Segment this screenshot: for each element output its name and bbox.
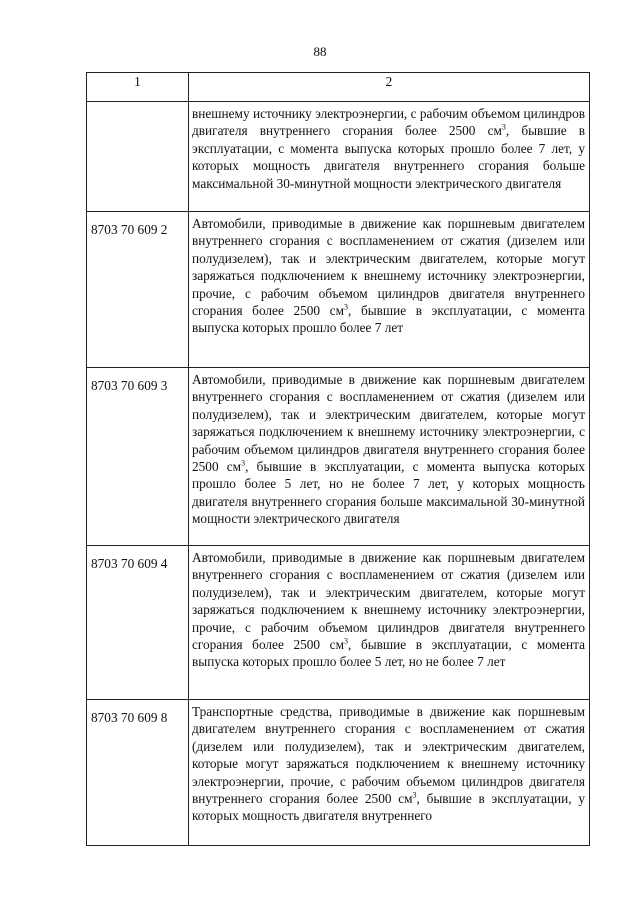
row-code: 8703 70 609 3 [87,368,189,546]
page-number: 88 [313,44,327,59]
table-row [87,546,590,700]
table-row [87,368,590,546]
table-row [87,102,590,212]
row-description: Автомобили, приводимые в движение как поршневым двигателем внутреннего сгорания с воспламенением от сжатия (дизелем или полудизелем), так и электрическим двигателем, которые могут заряжаться подключением к внешнему источнику электроэнергии, прочие, с рабочим объемом цилиндров двигателя внутреннего сгорания более 2500 $см^3$, бывшие в эксплуатации, с момента выпуска которых прошло более 5 лет, но не более 7 лет [189,546,590,700]
table-header-row [87,73,590,102]
row-description: Автомобили, приводимые в движение как поршневым двигателем внутреннего сгорания с воспламенением от сжатия (дизелем или полудизелем), так и электрическим двигателем, которые могут заряжаться подключением к внешнему источнику электроэнергии, прочие, с рабочим объемом цилиндров двигателя внутреннего сгорания более 2500 $см^3$, бывшие в эксплуатации, с момента выпуска которых прошло более 7 лет [189,212,590,368]
row-code [87,102,189,212]
row-description: внешнему источнику электроэнергии, с рабочим объемом цилиндров двигателя внутреннего сгорания более 2500 $см^3$, бывшие в эксплуатации, с момента выпуска которых прошло более 7 лет, у которых мощность двигателя внутреннего сгорания больше максимальной 30-минутной мощности электрического двигателя [189,102,590,212]
column-header-2: 2 [189,73,590,102]
row-code: 8703 70 609 4 [87,546,189,700]
row-code: 8703 70 609 2 [87,212,189,368]
row-description: Автомобили, приводимые в движение как поршневым двигателем внутреннего сгорания с воспламенением от сжатия (дизелем или полудизелем), так и электрическим двигателем, которые могут заряжаться подключением к внешнему источнику электроэнергии, с рабочим объемом цилиндров двигателя внутреннего сгорания более 2500 $см^3$, бывшие в эксплуатации, с момента выпуска которых прошло более 5 лет, но не более 7 лет, у которых мощность двигателя внутреннего сгорания больше максимальной 30-минутной мощности электрического двигателя [189,368,590,546]
tariff-table [86,72,590,846]
table-row [87,700,590,846]
row-code: 8703 70 609 8 [87,700,189,846]
table-row [87,212,590,368]
row-description: Транспортные средства, приводимые в движение как поршневым двигателем внутреннего сгорания с воспламенением от сжатия (дизелем или полудизелем), так и электрическим двигателем, которые могут заряжаться подключением к внешнему источнику электроэнергии, прочие, с рабочим объемом цилиндров двигателя внутреннего сгорания более 2500 $см^3$, бывшие в эксплуатации, у которых мощность двигателя внутреннего [189,700,590,846]
column-header-1: 1 [87,73,189,102]
